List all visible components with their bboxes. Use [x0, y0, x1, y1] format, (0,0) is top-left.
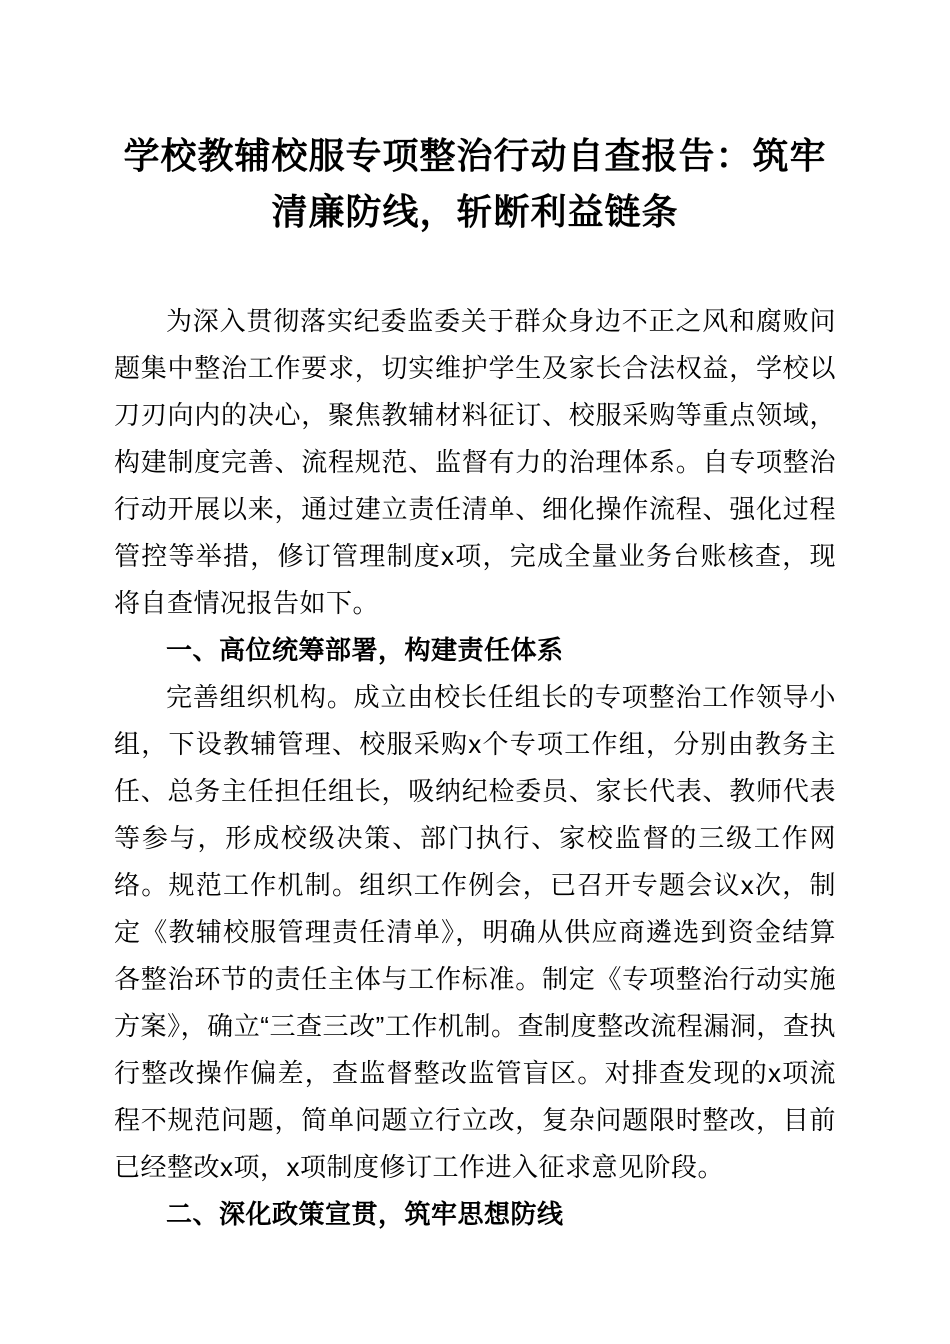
section-heading: 二、深化政策宣贯，筑牢思想防线	[166, 1199, 564, 1230]
document-title: 学校教辅校服专项整治行动自查报告：筑牢清廉防线，斩断利益链条	[123, 135, 827, 232]
body-paragraph: 为深入贯彻落实纪委监委关于群众身边不正之风和腐败问题集中整治工作要求，切实维护学生及家长合法权益，学校以刀刃向内的决心，聚焦教辅材料征订、校服采购等重点领域，构建制度完善、流程规范、监督有力的治理体系。自专项整治行动开展以来，通过建立责任清单、细化操作流程、强化过程管控等举措，修订管理制度x项，完成全量业务台账核查，现将自查情况报告如下。	[114, 305, 836, 618]
document-body	[114, 298, 836, 1239]
section-heading: 一、高位统筹部署，构建责任体系	[166, 634, 564, 665]
body-paragraph: 完善组织机构。成立由校长任组长的专项整治工作领导小组，下设教辅管理、校服采购x个专项工作组，分别由教务主任、总务主任担任组长，吸纳纪检委员、家长代表、教师代表等参与，形成校级决策、部门执行、家校监督的三级工作网络。规范工作机制。组织工作例会，已召开专题会议x次，制定《教辅校服管理责任清单》，明确从供应商遴选到资金结算各整治环节的责任主体与工作标准。制定《专项整治行动实施方案》，确立“三查三改”工作机制。查制度整改流程漏洞，查执行整改操作偏差，查监督整改监管盲区。对排查发现的x项流程不规范问题，简单问题立行立改，复杂问题限时整改，目前已经整改x项，x项制度修订工作进入征求意见阶段。	[114, 681, 836, 1183]
